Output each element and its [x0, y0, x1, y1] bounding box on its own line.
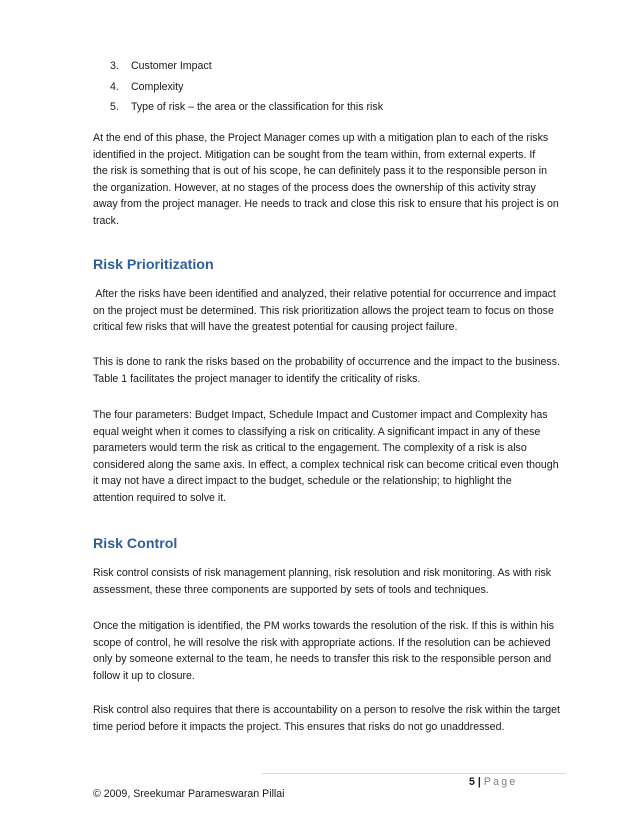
text-line: the risk is something that is out of his scope, he can definitely pass it to the responsible person in: [93, 165, 548, 177]
text-line: Once the mitigation is identified, the PM works towards the resolution of the risk. If this is within his: [93, 620, 555, 632]
text-line: the organization. However, at no stages of the process does the ownership of this activity stray: [93, 181, 536, 194]
page-number-value: 5: [469, 776, 475, 788]
copyright-notice: © 2009, Sreekumar Parameswaran Pillai: [93, 788, 285, 800]
list-item-number: 4.: [110, 80, 119, 93]
footer-divider: [262, 773, 565, 774]
text-line: time period before it impacts the project. This ensures that risks do not go unaddressed.: [93, 720, 505, 733]
text-line: it may not have a direct impact to the budget, schedule or the relationship; to highlight the: [93, 475, 512, 487]
text-line: assessment, these three components are supported by sets of tools and techniques.: [93, 583, 489, 596]
text-line: identified in the project. Mitigation can be sought from the team within, from external experts. If: [93, 148, 536, 161]
paragraph-control-1: [93, 565, 573, 598]
text-line: Risk control consists of risk management planning, risk resolution and risk monitoring. As with risk: [93, 567, 552, 579]
text-line: away from the project manager. He needs to track and close this risk to ensure that his project is on: [93, 198, 559, 210]
paragraph-mitigation: [93, 130, 573, 229]
text-line: follow it up to closure.: [93, 669, 195, 682]
numbered-list: [110, 58, 383, 120]
list-item-text: Type of risk – the area or the classification for this risk: [131, 101, 383, 113]
page-label: Page: [483, 776, 518, 788]
text-line: attention required to solve it.: [93, 491, 227, 504]
text-line: critical few risks that will have the greatest potential for causing project failure.: [93, 321, 458, 333]
paragraph-prioritization-2: [93, 354, 573, 387]
list-item: [110, 79, 383, 100]
text-line: only by someone external to the team, he needs to transfer this risk to the responsible person and: [93, 653, 552, 665]
list-item: [110, 58, 383, 79]
list-item-text: Complexity: [131, 80, 184, 93]
paragraph-control-3: [93, 702, 573, 735]
page-number-separator: |: [477, 776, 481, 788]
list-item-number: 3.: [110, 60, 119, 72]
list-item: [110, 99, 383, 120]
text-line: equal weight when it comes to classifying a risk on criticality. A significant impact in any of these: [93, 425, 541, 438]
heading-risk-control: Risk Control: [93, 536, 178, 552]
paragraph-prioritization-1: [93, 286, 573, 336]
paragraph-control-2: [93, 618, 573, 684]
paragraph-prioritization-3: [93, 407, 573, 506]
text-line: After the risks have been identified and analyzed, their relative potential for occurrence and impact: [93, 288, 556, 300]
text-line: track.: [93, 214, 119, 227]
list-item-number: 5.: [110, 101, 119, 113]
text-line: This is done to rank the risks based on the probability of occurrence and the impact to the business.: [93, 356, 560, 368]
text-line: The four parameters: Budget Impact, Schedule Impact and Customer impact and Complexity has: [93, 409, 548, 421]
page-number: [469, 776, 517, 788]
text-line: scope of control, he will resolve the risk with appropriate actions. If the resolution can be achieved: [93, 636, 551, 649]
text-line: At the end of this phase, the Project Manager comes up with a mitigation plan to each of the risks: [93, 132, 549, 144]
text-line: considered along the same axis. In effect, a complex technical risk can become critical even though: [93, 458, 559, 471]
heading-risk-prioritization: Risk Prioritization: [93, 257, 214, 273]
text-line: Table 1 facilitates the project manager to identify the criticality of risks.: [93, 372, 421, 385]
text-line: Risk control also requires that there is accountability on a person to resolve the risk within the target: [93, 704, 560, 716]
list-item-text: Customer Impact: [131, 60, 212, 72]
text-line: on the project must be determined. This risk prioritization allows the project team to focus on those: [93, 304, 554, 317]
text-line: parameters would term the risk as critical to the engagement. The complexity of a risk is also: [93, 442, 527, 454]
